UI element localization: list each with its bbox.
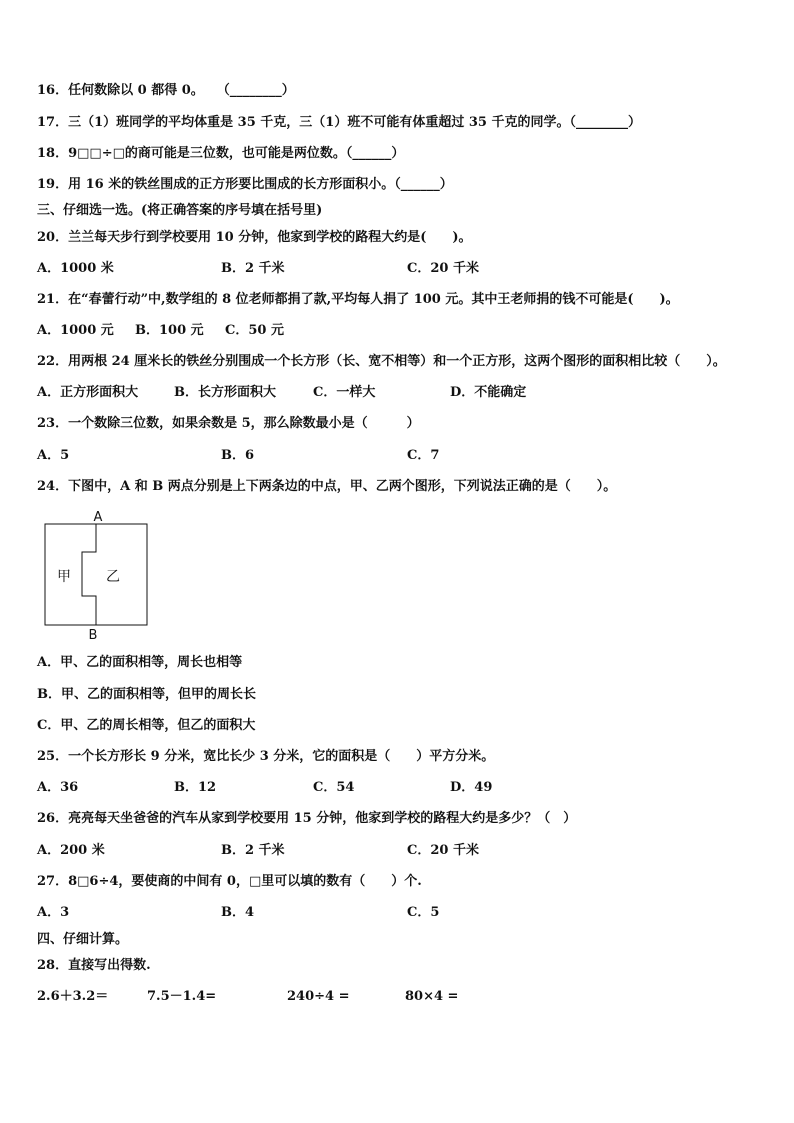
q25-option-a: A．36 — [37, 780, 79, 795]
section-3-heading: 三、仔细选一选。(将正确答案的序号填在括号里) — [37, 203, 323, 218]
q24-option-b: B．甲、乙的面积相等，但甲的周长长 — [37, 687, 256, 702]
q24-option-c: C．甲、乙的周长相等，但乙的面积大 — [37, 718, 256, 733]
q20-option-a: A．1000 米 — [37, 261, 114, 276]
figure-label-yi: 乙 — [106, 569, 120, 585]
q26-option-a: A．200 米 — [37, 843, 105, 858]
q24-option-a: A．甲、乙的面积相等，周长也相等 — [37, 655, 243, 670]
q26-option-b: B．2 千米 — [221, 843, 285, 858]
q27-option-a: A．3 — [37, 905, 70, 920]
q25-option-d: D．49 — [450, 780, 493, 795]
question-25-stem: 25．一个长方形长 9 分米，宽比长少 3 分米，它的面积是（ ）平方分米。 — [37, 749, 495, 764]
q22-option-b: B．长方形面积大 — [174, 385, 276, 400]
question-17: 17．三（1）班同学的平均体重是 35 千克，三（1）班不可能有体重超过 35 千克的同学。（________） — [37, 115, 641, 130]
question-19: 19．用 16 米的铁丝围成的正方形要比围成的长方形面积小。（______） — [37, 177, 453, 192]
q27-option-b: B．4 — [221, 905, 255, 920]
question-22-stem: 22．用两根 24 厘米长的铁丝分别围成一个长方形（长、宽不相等）和一个正方形，这两个图形的面积相比较（ ）。 — [37, 354, 726, 369]
q22-option-d: D．不能确定 — [450, 385, 527, 400]
q28-item-3: 240÷4 = — [287, 989, 350, 1004]
figure-label-jia: 甲 — [57, 569, 71, 585]
section-4-heading: 四、仔细计算。 — [37, 932, 129, 947]
q21-option-b: B．100 元 — [135, 323, 204, 338]
q21-option-c: C．50 元 — [225, 323, 284, 338]
question-23-stem: 23．一个数除三位数，如果余数是 5，那么除数最小是（ ） — [37, 416, 420, 431]
q27-option-c: C．5 — [407, 905, 440, 920]
q25-option-c: C．54 — [313, 780, 355, 795]
figure-label-a: A — [93, 510, 103, 525]
question-26-stem: 26．亮亮每天坐爸爸的汽车从家到学校要用 15 分钟，他家到学校的路程大约是多少？（ ） — [37, 811, 577, 826]
q23-option-b: B．6 — [221, 448, 255, 463]
figure-dividing-line — [82, 524, 96, 625]
question-20-stem: 20．兰兰每天步行到学校要用 10 分钟，他家到学校的路程大约是( )。 — [37, 230, 472, 245]
q21-option-a: A．1000 元 — [37, 323, 114, 338]
q23-option-a: A．5 — [37, 448, 70, 463]
q28-item-4: 80×4 = — [405, 989, 459, 1004]
q22-option-c: C．一样大 — [313, 385, 376, 400]
question-18: 18．9□□÷□的商可能是三位数，也可能是两位数。（______） — [37, 146, 405, 161]
rectangle-figure — [40, 508, 152, 640]
q20-option-c: C．20 千米 — [407, 261, 479, 276]
q28-item-2: 7.5－1.4= — [147, 989, 217, 1004]
question-24-stem: 24．下图中，A 和 B 两点分别是上下两条边的中点，甲、乙两个图形，下列说法正确的是（ ）。 — [37, 479, 617, 494]
q26-option-c: C．20 千米 — [407, 843, 479, 858]
q22-option-a: A．正方形面积大 — [37, 385, 139, 400]
question-21-stem: 21．在“春蕾行动”中,数学组的 8 位老师都捐了款,平均每人捐了 100 元。其中王老师捐的钱不可能是( )。 — [37, 292, 679, 307]
q23-option-c: C．7 — [407, 448, 440, 463]
question-16: 16．任何数除以 0 都得 0。 （________） — [37, 83, 295, 98]
question-28-stem: 28．直接写出得数. — [37, 958, 151, 973]
q20-option-b: B．2 千米 — [221, 261, 285, 276]
q28-item-1: 2.6＋3.2＝ — [37, 989, 109, 1004]
q25-option-b: B．12 — [174, 780, 217, 795]
figure-label-b: B — [88, 628, 98, 640]
question-27-stem: 27．8□6÷4，要使商的中间有 0，□里可以填的数有（ ）个. — [37, 874, 422, 889]
